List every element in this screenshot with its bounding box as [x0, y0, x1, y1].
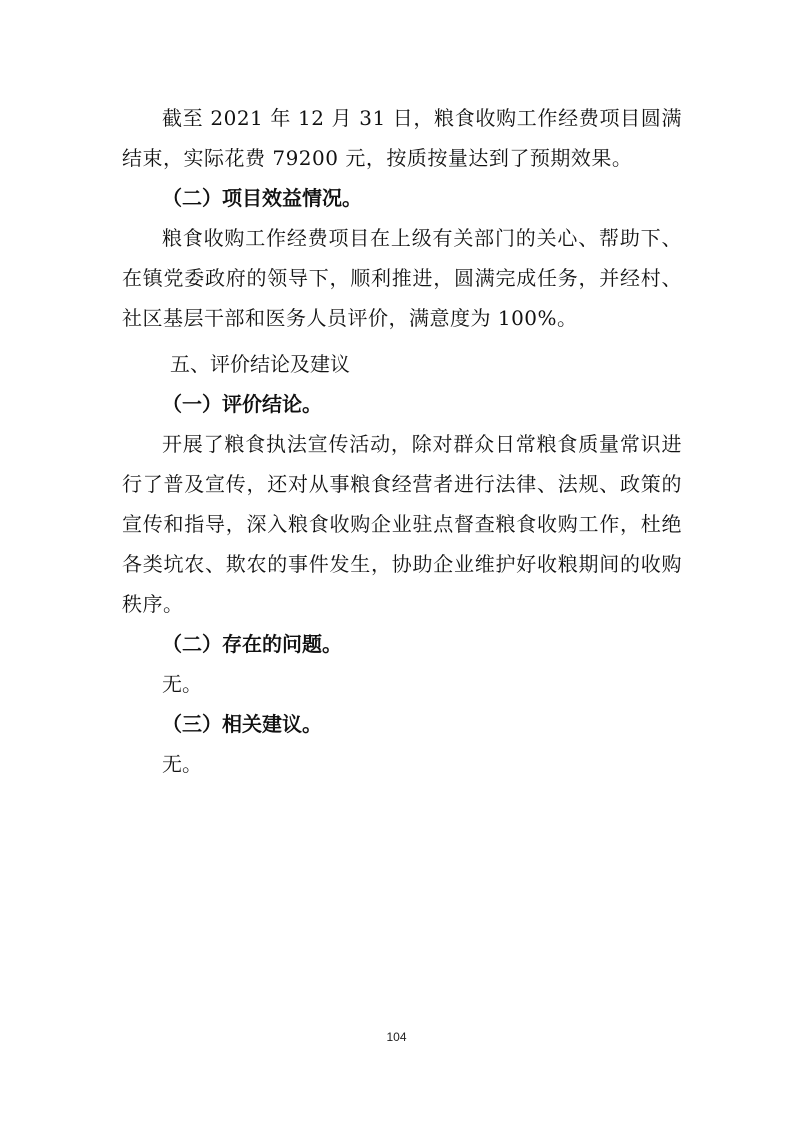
page-number: 104: [386, 1030, 407, 1044]
heading-project-benefits: （二）项目效益情况。: [162, 186, 362, 210]
paragraph-project-completion: 截至 2021 年 12 月 31 日，粮食收购工作经费项目圆满结束，实际花费 79200 元，按质按量达到了预期效果。: [122, 106, 682, 170]
document-body: [122, 98, 682, 784]
paragraph-existing-problems: 无。: [162, 672, 202, 696]
paragraph-recommendations: 无。: [162, 752, 202, 776]
heading-evaluation-conclusion: （一）评价结论。: [162, 392, 322, 416]
section-heading-conclusion: 五、评价结论及建议: [170, 352, 350, 376]
paragraph-evaluation-conclusion: 开展了粮食执法宣传活动，除对群众日常粮食质量常识进行了普及宣传，还对从事粮食经营者进行法律、法规、政策的宣传和指导，深入粮食收购企业驻点督查粮食收购工作，杜绝各类坑农、欺农的事件发生，协助企业维护好收粮期间的收购秩序。: [122, 432, 682, 616]
heading-recommendations: （三）相关建议。: [162, 712, 322, 736]
paragraph-project-benefits: 粮食收购工作经费项目在上级有关部门的关心、帮助下、在镇党委政府的领导下，顺利推进，圆满完成任务，并经村、社区基层干部和医务人员评价，满意度为 100%。: [122, 226, 682, 330]
heading-existing-problems: （二）存在的问题。: [162, 632, 342, 656]
